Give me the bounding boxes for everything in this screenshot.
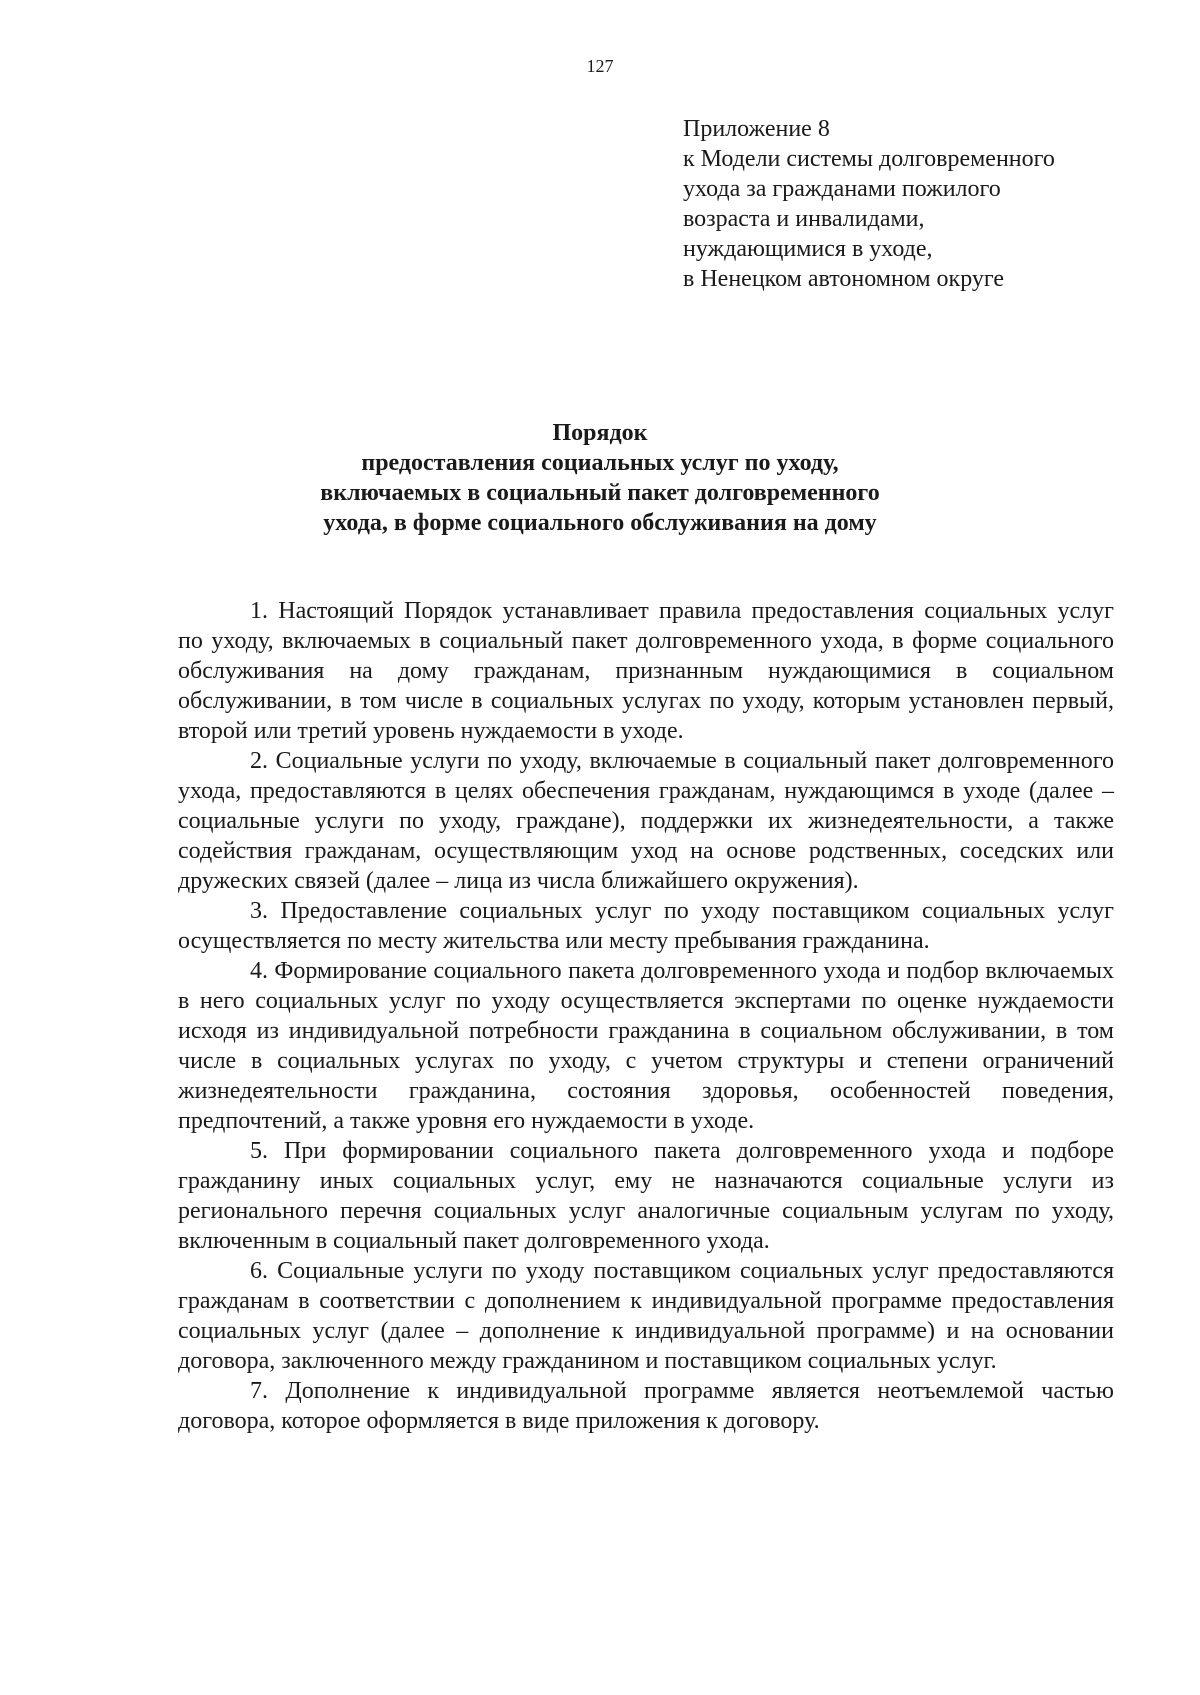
page-number: 127 [586, 56, 614, 76]
appendix-line: к Модели системы долговременного [683, 146, 1055, 172]
title-line: предоставления социальных услуг по уходу, [361, 450, 839, 476]
paragraph-1: 1. Настоящий Порядок устанавливает правила предоставления социальных услуг по уходу, включаемых в социальный пакет долговременного ухода, в форме социального обслуживания на дому гражданам, признанным нуждающимися в социальном обслуживании, в том числе в социальных услугах по уходу, которым установлен первый, второй или третий уровень нуждаемости в уходе. [178, 598, 1114, 744]
paragraph-6: 6. Социальные услуги по уходу поставщиком социальных услуг предоставляются гражданам в соответствии с дополнением к индивидуальной программе предоставления социальных услуг (далее – дополнение к индивидуальной программе) и на основании договора, заключенного между гражданином и поставщиком социальных услуг. [178, 1258, 1114, 1374]
appendix-line: возраста и инвалидами, [683, 206, 925, 232]
document-body [178, 596, 1114, 1436]
paragraph-2: 2. Социальные услуги по уходу, включаемые в социальный пакет долговременного ухода, предоставляются в целях обеспечения гражданам, нуждающимся в уходе (далее – социальные услуги по уходу, граждане), поддержки их жизнедеятельности, а также содействия гражданам, осуществляющим уход на основе родственных, соседских или дружеских связей (далее – лица из числа ближайшего окружения). [178, 748, 1114, 894]
document-title [0, 418, 1200, 538]
appendix-line: Приложение 8 [683, 116, 830, 142]
paragraph-5: 5. При формировании социального пакета долговременного ухода и подборе гражданину иных социальных услуг, ему не назначаются социальные услуги из регионального перечня социальных услуг аналогичные социальным услугам по уходу, включенным в социальный пакет долговременного ухода. [178, 1138, 1114, 1254]
appendix-line: в Ненецком автономном округе [683, 266, 1005, 292]
paragraph-4: 4. Формирование социального пакета долговременного ухода и подбор включаемых в него социальных услуг по уходу осуществляется экспертами по оценке нуждаемости исходя из индивидуальной потребности гражданина в социальном обслуживании, в том числе в социальных услугах по уходу, с учетом структуры и степени ограничений жизнедеятельности гражданина, состояния здоровья, особенностей поведения, предпочтений, а также уровня его нуждаемости в уходе. [178, 958, 1114, 1134]
paragraph-3: 3. Предоставление социальных услуг по уходу поставщиком социальных услуг осуществляется по месту жительства или месту пребывания гражданина. [178, 898, 1114, 954]
title-line: ухода, в форме социального обслуживания на дому [323, 510, 877, 536]
title-line: Порядок [552, 420, 648, 446]
appendix-line: ухода за гражданами пожилого [683, 176, 1001, 202]
appendix-line: нуждающимися в уходе, [683, 236, 933, 262]
title-line: включаемых в социальный пакет долговременного [320, 480, 880, 506]
appendix-note [683, 114, 1163, 294]
paragraph-7: 7. Дополнение к индивидуальной программе является неотъемлемой частью договора, которое оформляется в виде приложения к договору. [178, 1378, 1114, 1434]
